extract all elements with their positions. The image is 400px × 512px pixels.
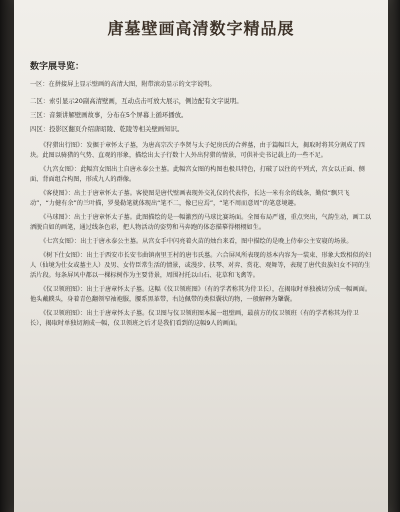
mural-descriptions: [30, 141, 372, 329]
exhibition-panel: [14, 0, 388, 512]
intro-section: [30, 80, 372, 90]
mural-paragraph: 《仪卫领班图》：出土于唐章怀太子墓。仪卫图与仪卫领班图本属一组壁画，最前方的仪卫领班（有的学者称其为侍卫长），揭取时单独切割成一幅，仪卫领班之后才是我们看到的这幅9人的画面。: [30, 310, 359, 327]
mural-paragraph: 《七宫女图》：出土于唐永泰公主墓。从宫女手中闪亮着火苗的烛台来看，图中描绘的是晚上侍奉公主安寝的场景。: [40, 238, 353, 245]
zone-four-text: 四区：投影区翻页介绍唐昭陵、乾陵等相关壁画知识。: [30, 125, 184, 133]
right-edge-shadow: [388, 0, 400, 512]
zone-list: [30, 96, 372, 135]
mural-paragraph: 《仪卫领班图》：出土于唐章怀太子墓。这幅《仪卫领班图》（有的学者称其为侍卫长），在揭取时单独被切分成一幅画面。他头戴幞头，身着青色翻领窄袖袍服，腰系黑革带，右边佩带的类似囊状的物，一般解释为鞶囊。: [30, 286, 372, 303]
mural-paragraph: 《树下仕女图》：出土于西安市长安韦曲镇南里王村的唐韦氏墓。六合屏风所表现的基本内容为一装束、形象大致相似的妇人（仙境为仕女或墓主人）及男、女侍臣常生活的情景，或漫步、扶琴、对弈、赏花、观舞等，表现了唐代贵族妇女不同的生活片段。每条屏风中都以一棵标树作为主要背景，周围衬托以山石、花草和飞禽等。: [30, 252, 372, 279]
mural-paragraph: 《马球图》：出土于唐章怀太子墓。此图描绘的是一幅激烈的马球比赛场面。全图布局严谨，重点突出，气韵生动，画工以洒脱自如的画笔，通过线条色彩，把人物活动的姿势和马奔跑的体态描摹得栩栩如生。: [30, 214, 372, 231]
mural-paragraph: 《九宫女图》：此幅宫女图出土自唐永泰公主墓。此幅宫女图的构图也极具特色，打破了以往的平列式，宫女以正面、侧面、背面组合构图，形成九人的群像。: [30, 166, 365, 183]
zone-two-text: 二区：索引显示20副高清壁画，互动点击可放大展示，侧边配有文字说明。: [30, 97, 243, 105]
mural-paragraph: 《狩猎出行图》：发掘于章怀太子墓，为唐高宗次子李贤与太子妃房氏的合葬墓，由于篇幅巨大，揭取时将其分割成了四块。此图以骑猎的气势、直观的形象，描绘出太子行数十人外出狩猎的情景，可供补史书记载上的一些不足。: [30, 142, 365, 159]
exhibition-title: 唐墓壁画高清数字精品展: [107, 19, 295, 38]
guide-heading: 数字展导览：: [30, 62, 85, 72]
zone-one-text: 一区：在拼接屏上显示壁画的高清大图，附带滚动显示的文字说明。: [30, 81, 216, 88]
left-edge-shadow: [0, 0, 14, 512]
zone-three-text: 三区：音频讲解壁画故事，分布在5个屏幕上循环播放。: [30, 111, 188, 119]
mural-paragraph: 《客使图》：出土于唐章怀太子墓。客使图是唐代壁画表现外交礼仪的代表作，长达一米有余的线条，勤似“飘只飞动”，“力健有余”的兰叶描，罗曼勒笔就体现出“笔不二，像已应焉”，“笔不周而意周”的笔意境趣。: [30, 190, 350, 207]
